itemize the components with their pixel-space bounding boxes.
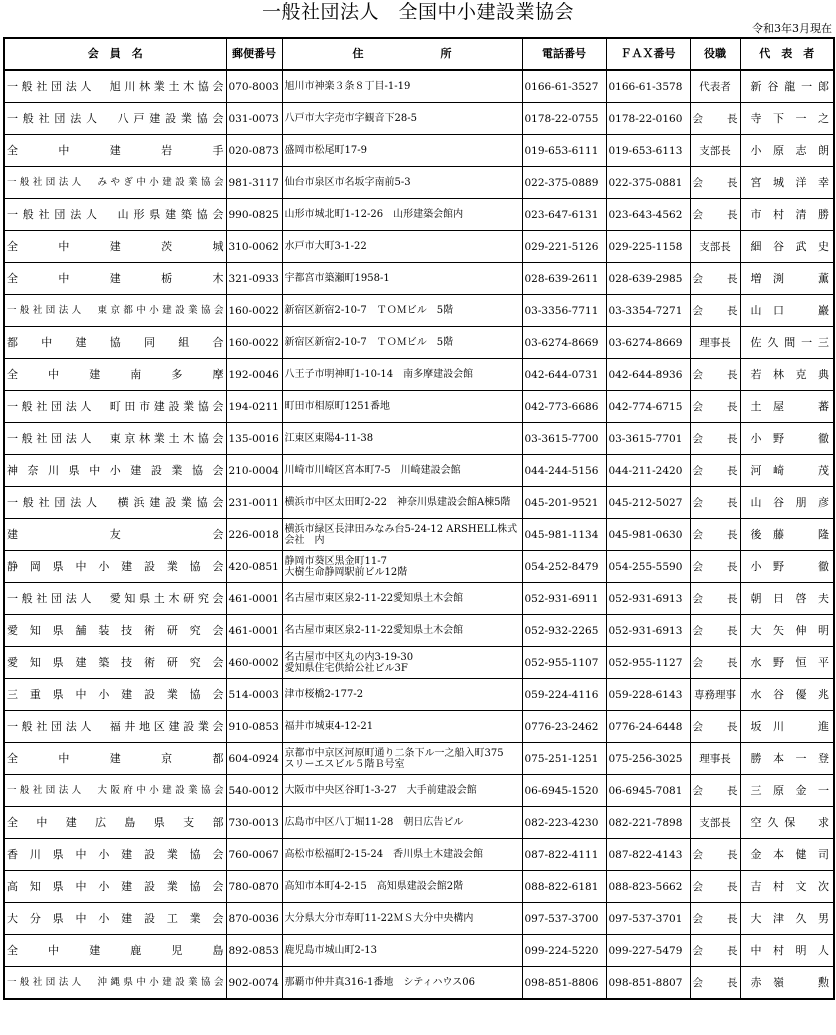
zip-cell: 461-0001 <box>226 615 282 647</box>
role-cell: 会長 <box>690 839 740 871</box>
representative-cell: 寺下一之 <box>740 103 834 135</box>
representative-cell: 大津久男 <box>740 903 834 935</box>
representative-cell: 金本健司 <box>740 839 834 871</box>
table-row <box>4 295 834 327</box>
representative-cell: 勝本一登 <box>740 743 834 775</box>
tel-cell: 099-224-5220 <box>522 935 606 967</box>
member-name-cell: 全中建栃木 <box>4 263 226 295</box>
address-cell: 旭川市神楽３条８丁目-1-19 <box>282 70 522 103</box>
role-cell: 支部長 <box>690 807 740 839</box>
table-row <box>4 231 834 263</box>
table-row <box>4 647 834 679</box>
member-name-cell: 一般社団法人 八戸建設業協会 <box>4 103 226 135</box>
as-of-date: 令和3年3月現在 <box>752 22 832 35</box>
role-cell: 会長 <box>690 295 740 327</box>
table-row <box>4 615 834 647</box>
fax-cell: 022-375-0881 <box>606 167 690 199</box>
tel-cell: 03-3615-7700 <box>522 423 606 455</box>
fax-cell: 052-931-6913 <box>606 615 690 647</box>
address-cell: 高松市松福町2-15-24 香川県土木建設会館 <box>282 839 522 871</box>
role-cell: 会長 <box>690 199 740 231</box>
member-name-cell: 都中建協同組合 <box>4 327 226 359</box>
fax-cell: 0776-24-6448 <box>606 711 690 743</box>
representative-cell: 河崎 茂 <box>740 455 834 487</box>
zip-cell: 730-0013 <box>226 807 282 839</box>
fax-cell: 045-212-5027 <box>606 487 690 519</box>
zip-cell: 981-3117 <box>226 167 282 199</box>
representative-cell: 小野 徹 <box>740 423 834 455</box>
zip-cell: 420-0851 <box>226 551 282 583</box>
address-cell: 町田市相原町1251番地 <box>282 391 522 423</box>
fax-cell: 042-774-6715 <box>606 391 690 423</box>
address-cell: 広島市中区八丁堀11-28 朝日広告ビル <box>282 807 522 839</box>
table-row <box>4 711 834 743</box>
address-cell: 津市桜橋2-177-2 <box>282 679 522 711</box>
table-row <box>4 327 834 359</box>
table-row <box>4 135 834 167</box>
tel-cell: 03-6274-8669 <box>522 327 606 359</box>
role-cell: 支部長 <box>690 231 740 263</box>
address-cell: 那覇市仲井真316-1番地 シティハウス06 <box>282 967 522 1000</box>
member-name-cell: 一般社団法人 山形県建築協会 <box>4 199 226 231</box>
table-row <box>4 391 834 423</box>
fax-cell: 042-644-8936 <box>606 359 690 391</box>
member-name-cell: 一般社団法人 東京林業土木協会 <box>4 423 226 455</box>
member-name-cell: 三重県中小建設業協会 <box>4 679 226 711</box>
address-cell: 水戸市大町3-1-22 <box>282 231 522 263</box>
fax-cell: 082-221-7898 <box>606 807 690 839</box>
address-cell: 山形市城北町1-12-26 山形建築会館内 <box>282 199 522 231</box>
member-name-cell: 愛知県建築技術研究会 <box>4 647 226 679</box>
role-cell: 専務理事 <box>690 679 740 711</box>
role-cell: 会長 <box>690 583 740 615</box>
tel-cell: 019-653-6111 <box>522 135 606 167</box>
table-row <box>4 775 834 807</box>
address-cell: 江東区東陽4-11-38 <box>282 423 522 455</box>
zip-cell: 870-0036 <box>226 903 282 935</box>
fax-cell: 06-6945-7081 <box>606 775 690 807</box>
zip-cell: 020-0873 <box>226 135 282 167</box>
role-cell: 会長 <box>690 423 740 455</box>
table-row <box>4 967 834 1000</box>
zip-cell: 321-0933 <box>226 263 282 295</box>
member-name-cell: 建友会 <box>4 519 226 551</box>
address-cell: 鹿児島市城山町2-13 <box>282 935 522 967</box>
tel-cell: 0166-61-3527 <box>522 70 606 103</box>
zip-cell: 461-0001 <box>226 583 282 615</box>
role-cell: 会長 <box>690 903 740 935</box>
zip-cell: 604-0924 <box>226 743 282 775</box>
address-cell: 仙台市泉区市名坂字南前5-3 <box>282 167 522 199</box>
table-row <box>4 487 834 519</box>
address-cell: 横浜市中区太田町2-22 神奈川県建設会館A棟5階 <box>282 487 522 519</box>
tel-cell: 029-221-5126 <box>522 231 606 263</box>
table-header-row <box>4 38 834 70</box>
member-name-cell: 一般社団法人 町田市建設業協会 <box>4 391 226 423</box>
representative-cell: 若林克典 <box>740 359 834 391</box>
table-row <box>4 871 834 903</box>
role-cell: 会長 <box>690 487 740 519</box>
table-row <box>4 359 834 391</box>
role-cell: 会長 <box>690 775 740 807</box>
zip-cell: 780-0870 <box>226 871 282 903</box>
table-row <box>4 167 834 199</box>
table-row <box>4 935 834 967</box>
zip-cell: 910-0853 <box>226 711 282 743</box>
role-cell: 会長 <box>690 167 740 199</box>
fax-cell: 099-227-5479 <box>606 935 690 967</box>
fax-cell: 054-255-5590 <box>606 551 690 583</box>
representative-cell: 三原金一 <box>740 775 834 807</box>
address-cell: 新宿区新宿2-10-7 ＴＯＭビル 5階 <box>282 327 522 359</box>
col-header-name: 会 員 名 <box>4 38 226 70</box>
address-cell: 静岡市葵区黒金町11-7 大樹生命静岡駅前ビル12階 <box>282 551 522 583</box>
role-cell: 理事長 <box>690 743 740 775</box>
representative-cell: 細谷武史 <box>740 231 834 263</box>
member-table <box>3 37 835 1000</box>
member-name-cell: 一般社団法人 沖縄県中小建設業協会 <box>4 967 226 1000</box>
tel-cell: 052-955-1107 <box>522 647 606 679</box>
member-name-cell: 一般社団法人 東京都中小建設業協会 <box>4 295 226 327</box>
tel-cell: 044-244-5156 <box>522 455 606 487</box>
table-row <box>4 807 834 839</box>
fax-cell: 097-537-3701 <box>606 903 690 935</box>
member-name-cell: 香川県中小建設業協会 <box>4 839 226 871</box>
tel-cell: 028-639-2611 <box>522 263 606 295</box>
zip-cell: 310-0062 <box>226 231 282 263</box>
zip-cell: 194-0211 <box>226 391 282 423</box>
representative-cell: 佐久間一三 <box>740 327 834 359</box>
representative-cell: 中村明人 <box>740 935 834 967</box>
zip-cell: 226-0018 <box>226 519 282 551</box>
role-cell: 会長 <box>690 935 740 967</box>
fax-cell: 052-955-1127 <box>606 647 690 679</box>
member-name-cell: 一般社団法人 旭川林業土木協会 <box>4 70 226 103</box>
representative-cell: 山谷朋彦 <box>740 487 834 519</box>
address-cell: 名古屋市東区泉2-11-22愛知県土木会館 <box>282 615 522 647</box>
table-row <box>4 743 834 775</box>
representative-cell: 小野 徹 <box>740 551 834 583</box>
address-cell: 大分県大分市寿町11-22ＭＳ大分中央構内 <box>282 903 522 935</box>
member-name-cell: 全中建岩手 <box>4 135 226 167</box>
fax-cell: 028-639-2985 <box>606 263 690 295</box>
tel-cell: 042-644-0731 <box>522 359 606 391</box>
role-cell: 支部長 <box>690 135 740 167</box>
fax-cell: 045-981-0630 <box>606 519 690 551</box>
address-cell: 京都市中京区河原町通り二条下ル一之船入町375 スリーエスビル５階Ｂ号室 <box>282 743 522 775</box>
zip-cell: 540-0012 <box>226 775 282 807</box>
address-cell: 宇都宮市築瀬町1958-1 <box>282 263 522 295</box>
member-name-cell: 一般社団法人 大阪府中小建設業協会 <box>4 775 226 807</box>
address-cell: 横浜市緑区長津田みなみ台5-24-12 ARSHELL株式会社 内 <box>282 519 522 551</box>
col-header-address: 住 所 <box>282 38 522 70</box>
tel-cell: 0178-22-0755 <box>522 103 606 135</box>
representative-cell: 増渕 薫 <box>740 263 834 295</box>
member-name-cell: 一般社団法人 福井地区建設業会 <box>4 711 226 743</box>
role-cell: 会長 <box>690 103 740 135</box>
table-row <box>4 70 834 103</box>
zip-cell: 031-0073 <box>226 103 282 135</box>
tel-cell: 052-931-6911 <box>522 583 606 615</box>
tel-cell: 023-647-6131 <box>522 199 606 231</box>
tel-cell: 082-223-4230 <box>522 807 606 839</box>
table-row <box>4 103 834 135</box>
zip-cell: 192-0046 <box>226 359 282 391</box>
table-row <box>4 199 834 231</box>
member-name-cell: 全中建広島県支部 <box>4 807 226 839</box>
tel-cell: 059-224-4116 <box>522 679 606 711</box>
member-name-cell: 全中建南多摩 <box>4 359 226 391</box>
address-cell: 福井市城東4-12-21 <box>282 711 522 743</box>
address-cell: 川崎市川崎区宮本町7-5 川崎建設会館 <box>282 455 522 487</box>
address-cell: 新宿区新宿2-10-7 ＴＯＭビル 5階 <box>282 295 522 327</box>
tel-cell: 087-822-4111 <box>522 839 606 871</box>
role-cell: 会長 <box>690 711 740 743</box>
tel-cell: 045-201-9521 <box>522 487 606 519</box>
table-row <box>4 263 834 295</box>
zip-cell: 514-0003 <box>226 679 282 711</box>
table-row <box>4 423 834 455</box>
representative-cell: 市村清勝 <box>740 199 834 231</box>
fax-cell: 088-823-5662 <box>606 871 690 903</box>
member-name-cell: 神奈川県中小建設業協会 <box>4 455 226 487</box>
fax-cell: 052-931-6913 <box>606 583 690 615</box>
zip-cell: 160-0022 <box>226 327 282 359</box>
fax-cell: 0166-61-3578 <box>606 70 690 103</box>
page-title: 一般社団法人 全国中小建設業協会 <box>261 1 574 23</box>
zip-cell: 160-0022 <box>226 295 282 327</box>
zip-cell: 210-0004 <box>226 455 282 487</box>
tel-cell: 097-537-3700 <box>522 903 606 935</box>
fax-cell: 03-3354-7271 <box>606 295 690 327</box>
tel-cell: 054-252-8479 <box>522 551 606 583</box>
representative-cell: 大矢伸明 <box>740 615 834 647</box>
role-cell: 会長 <box>690 615 740 647</box>
role-cell: 代表者 <box>690 70 740 103</box>
role-cell: 会長 <box>690 359 740 391</box>
tel-cell: 022-375-0889 <box>522 167 606 199</box>
role-cell: 会長 <box>690 871 740 903</box>
role-cell: 会長 <box>690 647 740 679</box>
member-name-cell: 静岡県中小建設業協会 <box>4 551 226 583</box>
representative-cell: 朝日啓夫 <box>740 583 834 615</box>
zip-cell: 892-0853 <box>226 935 282 967</box>
table-row <box>4 583 834 615</box>
member-name-cell: 一般社団法人 愛知県土木研究会 <box>4 583 226 615</box>
fax-cell: 03-3615-7701 <box>606 423 690 455</box>
representative-cell: 赤嶺 勲 <box>740 967 834 1000</box>
zip-cell: 460-0002 <box>226 647 282 679</box>
col-header-zip: 郵便番号 <box>226 38 282 70</box>
role-cell: 会長 <box>690 551 740 583</box>
col-header-fax: ＦＡＸ番号 <box>606 38 690 70</box>
zip-cell: 902-0074 <box>226 967 282 1000</box>
tel-cell: 088-822-6181 <box>522 871 606 903</box>
representative-cell: 宮城洋幸 <box>740 167 834 199</box>
zip-cell: 760-0067 <box>226 839 282 871</box>
table-row <box>4 519 834 551</box>
table-row <box>4 551 834 583</box>
fax-cell: 0178-22-0160 <box>606 103 690 135</box>
member-name-cell: 高知県中小建設業協会 <box>4 871 226 903</box>
address-cell: 八戸市大字売市字観音下28-5 <box>282 103 522 135</box>
role-cell: 会長 <box>690 967 740 1000</box>
fax-cell: 044-211-2420 <box>606 455 690 487</box>
fax-cell: 019-653-6113 <box>606 135 690 167</box>
table-row <box>4 903 834 935</box>
member-name-cell: 全中建京都 <box>4 743 226 775</box>
fax-cell: 087-822-4143 <box>606 839 690 871</box>
zip-cell: 990-0825 <box>226 199 282 231</box>
table-row <box>4 839 834 871</box>
representative-cell: 坂川 進 <box>740 711 834 743</box>
representative-cell: 新谷龍一郎 <box>740 70 834 103</box>
member-name-cell: 大分県中小建設工業会 <box>4 903 226 935</box>
representative-cell: 山口 巖 <box>740 295 834 327</box>
fax-cell: 03-6274-8669 <box>606 327 690 359</box>
table-row <box>4 679 834 711</box>
col-header-tel: 電話番号 <box>522 38 606 70</box>
fax-cell: 059-228-6143 <box>606 679 690 711</box>
member-name-cell: 愛知県舗装技術研究会 <box>4 615 226 647</box>
member-name-cell: 全中建鹿児島 <box>4 935 226 967</box>
representative-cell: 土屋 蕃 <box>740 391 834 423</box>
tel-cell: 045-981-1134 <box>522 519 606 551</box>
tel-cell: 06-6945-1520 <box>522 775 606 807</box>
role-cell: 会長 <box>690 391 740 423</box>
representative-cell: 後藤 隆 <box>740 519 834 551</box>
member-name-cell: 一般社団法人 横浜建設業協会 <box>4 487 226 519</box>
zip-cell: 231-0011 <box>226 487 282 519</box>
tel-cell: 03-3356-7711 <box>522 295 606 327</box>
tel-cell: 0776-23-2462 <box>522 711 606 743</box>
address-cell: 盛岡市松尾町17-9 <box>282 135 522 167</box>
col-header-rep: 代 表 者 <box>740 38 834 70</box>
representative-cell: 小原志朗 <box>740 135 834 167</box>
role-cell: 理事長 <box>690 327 740 359</box>
address-cell: 八王子市明神町1-10-14 南多摩建設会館 <box>282 359 522 391</box>
fax-cell: 023-643-4562 <box>606 199 690 231</box>
address-cell: 大阪市中央区谷町1-3-27 大手前建設会館 <box>282 775 522 807</box>
member-name-cell: 全中建茨城 <box>4 231 226 263</box>
table-row <box>4 455 834 487</box>
address-cell: 高知市本町4-2-15 高知県建設会館2階 <box>282 871 522 903</box>
fax-cell: 075-256-3025 <box>606 743 690 775</box>
tel-cell: 042-773-6686 <box>522 391 606 423</box>
tel-cell: 098-851-8806 <box>522 967 606 1000</box>
tel-cell: 075-251-1251 <box>522 743 606 775</box>
zip-cell: 070-8003 <box>226 70 282 103</box>
address-cell: 名古屋市東区泉2-11-22愛知県土木会館 <box>282 583 522 615</box>
representative-cell: 水谷優兆 <box>740 679 834 711</box>
member-name-cell: 一般社団法人 みやぎ中小建設業協会 <box>4 167 226 199</box>
role-cell: 会長 <box>690 263 740 295</box>
representative-cell: 水野恒平 <box>740 647 834 679</box>
fax-cell: 098-851-8807 <box>606 967 690 1000</box>
col-header-role: 役職 <box>690 38 740 70</box>
role-cell: 会長 <box>690 519 740 551</box>
tel-cell: 052-932-2265 <box>522 615 606 647</box>
address-cell: 名古屋市中区丸の内3-19-30 愛知県住宅供給公社ビル3F <box>282 647 522 679</box>
fax-cell: 029-225-1158 <box>606 231 690 263</box>
role-cell: 会長 <box>690 455 740 487</box>
representative-cell: 吉村文次 <box>740 871 834 903</box>
zip-cell: 135-0016 <box>226 423 282 455</box>
representative-cell: 空久保 求 <box>740 807 834 839</box>
